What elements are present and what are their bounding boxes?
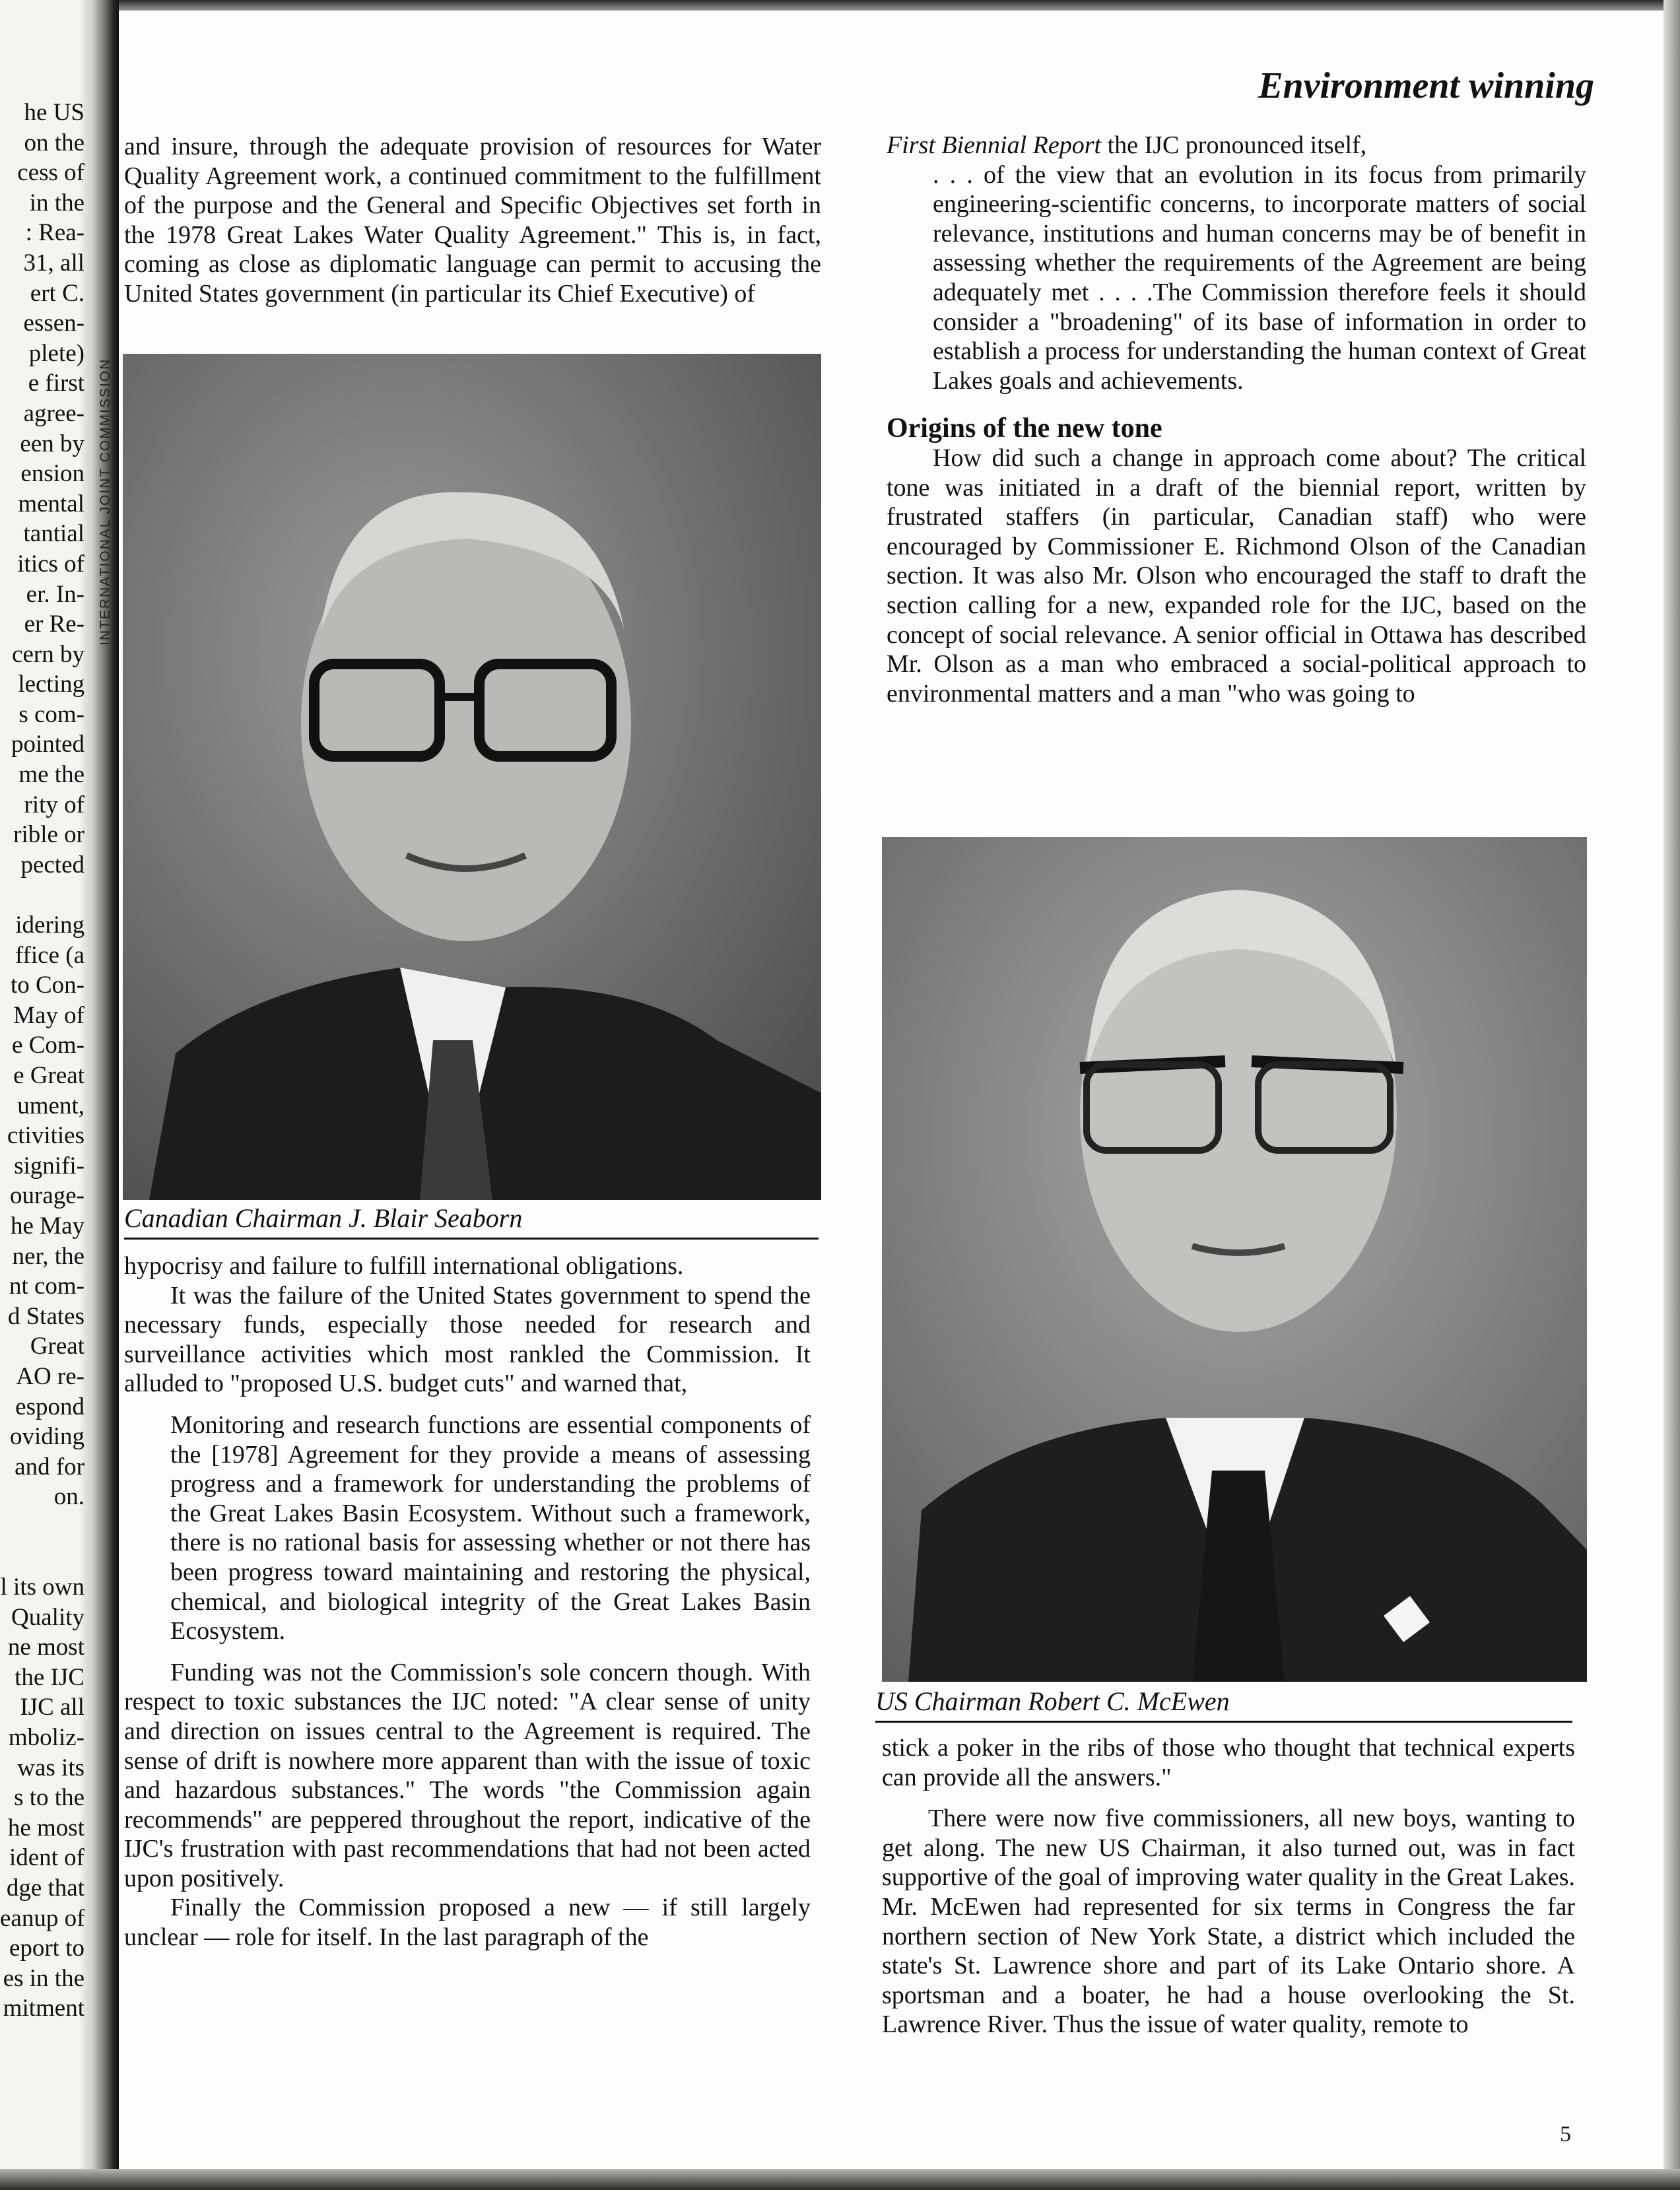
gutter-line: e first bbox=[28, 370, 84, 397]
right-column-top bbox=[887, 131, 1586, 708]
section-heading: Origins of the new tone bbox=[887, 413, 1162, 444]
block-quote: . . . of the view that an evolution in its focus from primarily engineering-scientific concerns, to incorporate matters of social relevance, institutions and human concerns may be of benefit in assessing whether the requirements of the Agreement are being adequately met . . . .The Commission therefore feels it should consider a "broadening" of its base of information in order to establish a process for understanding the human context of Great Lakes goals and achievements. bbox=[933, 160, 1586, 395]
gutter-line: and for bbox=[15, 1453, 84, 1480]
gutter-line: ident of bbox=[9, 1844, 84, 1872]
right-column-bottom bbox=[882, 1733, 1575, 2040]
paragraph: There were now five commissioners, all new boys, wanting to get along. The new US Chairman, it also turned out, was in fact supportive of the goal of improving water quality in the Great Lakes. Mr. McEwen had represented for six terms in Congress the far northern section of New York State, a district which included the state's St. Lawrence shore and part of its Lake Ontario shore. A sportsman and a boater, he had a house overlooking the St. Lawrence River. Thus the issue of water quality, remote to bbox=[882, 1805, 1575, 2039]
gutter-line: dge that bbox=[6, 1875, 84, 1902]
running-header: Environment winning bbox=[1258, 65, 1594, 106]
gutter-line: pected bbox=[20, 851, 84, 879]
gutter-line: IJC all bbox=[20, 1694, 84, 1721]
gutter-line: Quality bbox=[11, 1603, 84, 1631]
photo-caption-seaborn: Canadian Chairman J. Blair Seaborn bbox=[124, 1203, 819, 1240]
gutter-gap bbox=[0, 1512, 84, 1543]
photo-mcewen bbox=[882, 837, 1587, 1682]
gutter-line: s to the bbox=[14, 1784, 84, 1812]
gutter-line: the IJC bbox=[15, 1663, 84, 1691]
gutter-line: lecting bbox=[18, 671, 84, 698]
gutter-line: eanup of bbox=[0, 1904, 84, 1932]
gutter-line: he most bbox=[7, 1814, 84, 1842]
gutter-line: signifi- bbox=[14, 1152, 84, 1179]
gutter-line: er Re- bbox=[24, 611, 84, 638]
gutter-line: mental bbox=[18, 490, 84, 517]
report-title: First Biennial Report bbox=[887, 131, 1102, 159]
gutter-line: he May bbox=[11, 1212, 84, 1240]
scan-top-edge bbox=[119, 0, 1680, 11]
photo-caption-mcewen: US Chairman Robert C. McEwen bbox=[875, 1686, 1572, 1723]
gutter-line: ument, bbox=[17, 1092, 84, 1119]
gutter-line: on. bbox=[53, 1483, 84, 1511]
gutter-line: idering bbox=[15, 912, 84, 939]
gutter-line: agree- bbox=[23, 399, 84, 427]
gutter-line: 31, all bbox=[23, 249, 84, 277]
gutter-line: ert C. bbox=[30, 279, 84, 307]
gutter-line: mboliz- bbox=[8, 1724, 84, 1752]
gutter-line: plete) bbox=[28, 339, 84, 367]
paragraph: Finally the Commission proposed a new — if still largely unclear — role for itself. In the last paragraph of the bbox=[124, 1894, 811, 1952]
paragraph: Funding was not the Commission's sole concern though. With respect to toxic substances the IJC noted: "A clear sense of unity and direction on issues central to the Agreement is required. The sense of drift is nowhere more apparent than with the issue of toxic and hazardous substances." The words "the Commission again recommends" are peppered throughout the report, indicative of the IJC's frustration with past recommendations that had not been acted upon positively. bbox=[124, 1658, 811, 1892]
photo-seaborn bbox=[123, 354, 821, 1200]
gutter-line: espond bbox=[15, 1393, 84, 1420]
gutter-line: ne most bbox=[7, 1634, 84, 1661]
gutter-line: ner, the bbox=[12, 1242, 84, 1270]
gutter-line: in the bbox=[29, 189, 84, 216]
gutter-line: May of bbox=[13, 1001, 84, 1029]
scan-bottom-edge bbox=[0, 2169, 1680, 2190]
gutter-line: s com- bbox=[18, 700, 84, 728]
gutter-line: ourage- bbox=[10, 1182, 84, 1210]
gutter-line: e Com- bbox=[12, 1032, 84, 1059]
gutter-line: to Con- bbox=[10, 972, 84, 999]
gutter-line: mitment bbox=[3, 1995, 84, 2022]
gutter-line: er. In- bbox=[26, 580, 84, 608]
gutter-line: een by bbox=[20, 430, 84, 457]
paragraph: hypocrisy and failure to fulfill international obligations. bbox=[124, 1252, 684, 1280]
gutter-line: itics of bbox=[17, 550, 84, 578]
gutter-line: was its bbox=[17, 1754, 84, 1781]
gutter-line: cern by bbox=[12, 640, 84, 668]
gutter-line: l its own bbox=[0, 1574, 84, 1601]
gutter-line: rible or bbox=[13, 821, 84, 849]
gutter-line: tantial bbox=[23, 520, 84, 548]
gutter-gap bbox=[0, 880, 84, 910]
gutter-line: AO re- bbox=[16, 1362, 84, 1390]
left-column-top bbox=[124, 132, 821, 309]
gutter-line: ctivities bbox=[7, 1122, 84, 1150]
scan-right-edge bbox=[1663, 0, 1680, 2190]
gutter-line: oviding bbox=[9, 1423, 84, 1451]
gutter-line: pointed bbox=[11, 731, 84, 758]
gutter-line: me the bbox=[18, 761, 84, 789]
paragraph: stick a poker in the ribs of those who thought that technical experts can provide all the answers." bbox=[882, 1734, 1575, 1791]
gutter-line: nt com- bbox=[9, 1273, 84, 1300]
gutter-gap bbox=[0, 1543, 84, 1573]
gutter-line: : Rea- bbox=[25, 219, 84, 247]
gutter-line: es in the bbox=[3, 1964, 84, 1992]
gutter-line: Great bbox=[30, 1333, 84, 1360]
block-quote: Monitoring and research functions are essential components of the [1978] Agreement for they provide a means of assessing progress and a framework for understanding the problems of the Great Lakes Basin Ecosystem. Without such a framework, there is no rational basis for assessing whether or not there has been progress toward maintaining and restoring the physical, chemical, and biological integrity of the Great Lakes Basin Ecosystem. bbox=[170, 1410, 811, 1645]
gutter-line: ension bbox=[20, 460, 84, 488]
paragraph: and insure, through the adequate provision of resources for Water Quality Agreement work, a continued commitment to the fulfillment of the purpose and the General and Specific Objectives set forth in the 1978 Great Lakes Water Quality Agreement." This is, in fact, coming as close as diplomatic language can permit to accusing the United States government (in particular its Chief Executive) of bbox=[124, 133, 821, 308]
gutter-line: ffice (a bbox=[15, 941, 84, 969]
gutter-line: eport to bbox=[9, 1935, 84, 1962]
paragraph: It was the failure of the United States government to spend the necessary funds, especially those needed for research and surveillance activities which most rankled the Commission. It alluded to "proposed U.S. budget cuts" and warned that, bbox=[124, 1281, 811, 1398]
gutter-line: e Great bbox=[13, 1062, 84, 1089]
gutter-line: essen- bbox=[23, 310, 84, 337]
paragraph: How did such a change in approach come about? The critical tone was initiated in a draft of the biennial report, written by frustrated staffers (in particular, Canadian staff) who were encouraged by Commissioner E. Richmond Olson of the Canadian section. It was also Mr. Olson who encouraged the staff to draft the section calling for a new, expanded role for the IJC, based on the concept of social relevance. A senior official in Ottawa has described Mr. Olson as a man who embraced a social-political approach to environmental matters and a man "who was going to bbox=[887, 444, 1586, 708]
page-number: 5 bbox=[1560, 2122, 1571, 2146]
paragraph: First Biennial Report the IJC pronounced itself, bbox=[887, 131, 1367, 159]
photo-credit: INTERNATIONAL JOINT COMMISSION bbox=[98, 358, 113, 646]
gutter-line: on the bbox=[24, 129, 84, 156]
gutter-line: rity of bbox=[24, 791, 84, 818]
gutter-line: cess of bbox=[17, 159, 84, 187]
previous-page-fragment bbox=[0, 98, 84, 2024]
gutter-line: he US bbox=[24, 99, 84, 126]
gutter-line: d States bbox=[7, 1302, 84, 1330]
left-column-bottom bbox=[124, 1251, 811, 1952]
